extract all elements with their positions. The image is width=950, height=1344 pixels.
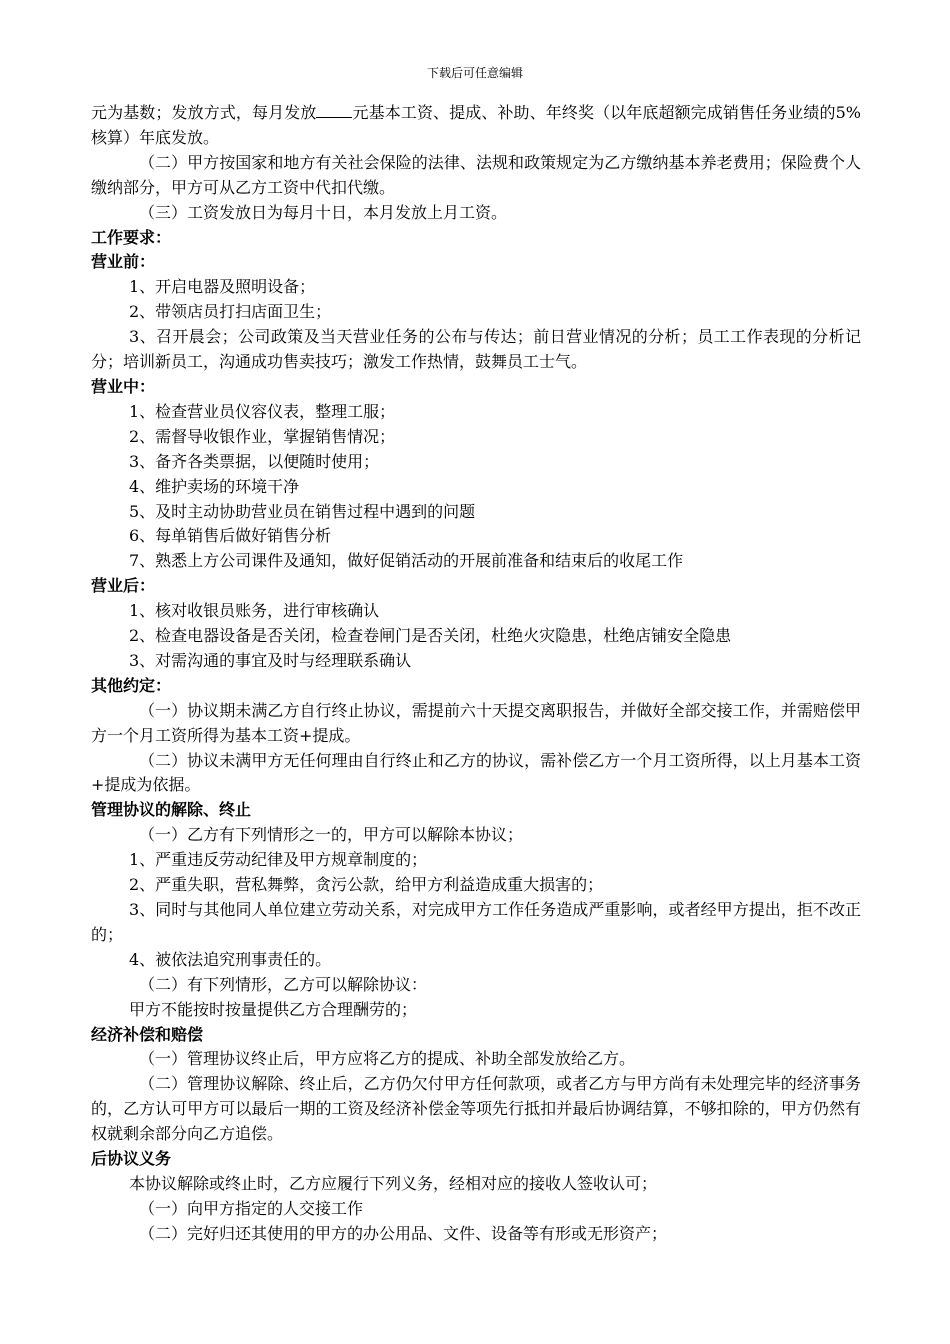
list-item: 甲方不能按时按量提供乙方合理酬劳的；: [129, 999, 418, 1019]
salary-text-b: 元基本工资、提成、补助、年终奖（以年底超额完成销售任务业绩的5%核算）年底发放。: [91, 103, 861, 147]
list-item: （二）管理协议解除、终止后，乙方仍欠付甲方任何款项，或者乙方与甲方尚有未处理完毕的经济事务的，乙方认可甲方可以最后一期的工资及经济补偿金等项先行抵扣并最后协调结算，不够扣除的，甲方仍然有权就剩余部分向乙方追偿。: [91, 1074, 861, 1144]
list-item: 2、严重失职，营私舞弊，贪污公款，给甲方利益造成重大损害的；: [129, 875, 604, 895]
list-item: （二）协议未满甲方无任何理由自行终止和乙方的协议，需补偿乙方一个月工资所得，以上月基本工资+提成为依据。: [91, 750, 861, 795]
list-item: （二）完好归还其使用的甲方的办公用品、文件、设备等有形或无形资产；: [139, 1223, 668, 1243]
document-body: [91, 101, 861, 1247]
list-item: 3、对需沟通的事宜及时与经理联系确认: [129, 650, 412, 670]
salary-paragraph-1: [91, 101, 861, 151]
obligations-intro: 本协议解除或终止时，乙方应履行下列义务，经相对应的接收人签收认可；: [129, 1173, 658, 1193]
termination-intro: （一）乙方有下列情形之一的，甲方可以解除本协议；: [139, 825, 524, 845]
blank-field: [316, 103, 352, 118]
subsection-title-after: 营业后：: [91, 576, 156, 596]
section-title-other: 其他约定：: [91, 675, 172, 695]
list-item: 5、及时主动协助营业员在销售过程中遇到的问题: [129, 501, 476, 521]
section-title-work: 工作要求：: [91, 227, 172, 247]
list-item: 2、需督导收银作业，掌握销售情况；: [129, 426, 396, 446]
subsection-title-before: 营业前：: [91, 252, 156, 272]
section-title-compensation: 经济补偿和赔偿: [91, 1024, 204, 1044]
list-item: 3、召开晨会；公司政策及当天营业任务的公布与传达；前日营业情况的分析；员工工作表现的分析记分；培训新员工，沟通成功售卖技巧；激发工作热情，鼓舞员工士气。: [91, 327, 861, 372]
section-title-termination: 管理协议的解除、终止: [91, 800, 252, 820]
list-item: （一）向甲方指定的人交接工作: [139, 1198, 364, 1218]
list-item: 1、严重违反劳动纪律及甲方规章制度的；: [129, 850, 428, 870]
list-item: （一）管理协议终止后，甲方应将乙方的提成、补助全部发放给乙方。: [139, 1049, 636, 1069]
list-item: 4、被依法追究刑事责任的。: [129, 949, 332, 969]
list-item: 6、每单销售后做好销售分析: [129, 526, 332, 546]
list-item: 4、维护卖场的环境干净: [129, 476, 300, 496]
termination-intro-2: （二）有下列情形，乙方可以解除协议：: [139, 974, 428, 994]
list-item: 1、核对收银员账务，进行审核确认: [129, 601, 380, 621]
list-item: 2、检查电器设备是否关闭，检查卷闸门是否关闭，杜绝火灾隐患，杜绝店铺安全隐患: [129, 626, 732, 646]
page-header: 下载后可任意编辑: [426, 66, 523, 80]
subsection-title-during: 营业中：: [91, 376, 156, 396]
list-item: 2、带领店员打扫店面卫生；: [129, 302, 332, 322]
list-item: 7、熟悉上方公司课件及通知，做好促销活动的开展前准备和结束后的收尾工作: [129, 551, 684, 571]
salary-text-a: 元为基数；发放方式，每月发放: [91, 103, 317, 122]
list-item: 3、同时与其他同人单位建立劳动关系，对完成甲方工作任务造成严重影响，或者经甲方提出，拒不改正的；: [91, 900, 861, 944]
list-item: 1、检查营业员仪容仪表，整理工服；: [129, 401, 396, 421]
salary-item-3: （三）工资发放日为每月十日，本月发放上月工资。: [139, 202, 508, 222]
list-item: 3、备齐各类票据，以便随时使用；: [129, 451, 380, 471]
salary-item-2: （二）甲方按国家和地方有关社会保险的法律、法规和政策规定为乙方缴纳基本养老费用；保险费个人缴纳部分，甲方可从乙方工资中代扣代缴。: [91, 152, 861, 197]
list-item: （一）协议期未满乙方自行终止协议，需提前六十天提交离职报告，并做好全部交接工作，并需赔偿甲方一个月工资所得为基本工资+提成。: [91, 700, 861, 745]
list-item: 1、开启电器及照明设备；: [129, 277, 316, 297]
section-title-obligations: 后协议义务: [91, 1149, 172, 1169]
